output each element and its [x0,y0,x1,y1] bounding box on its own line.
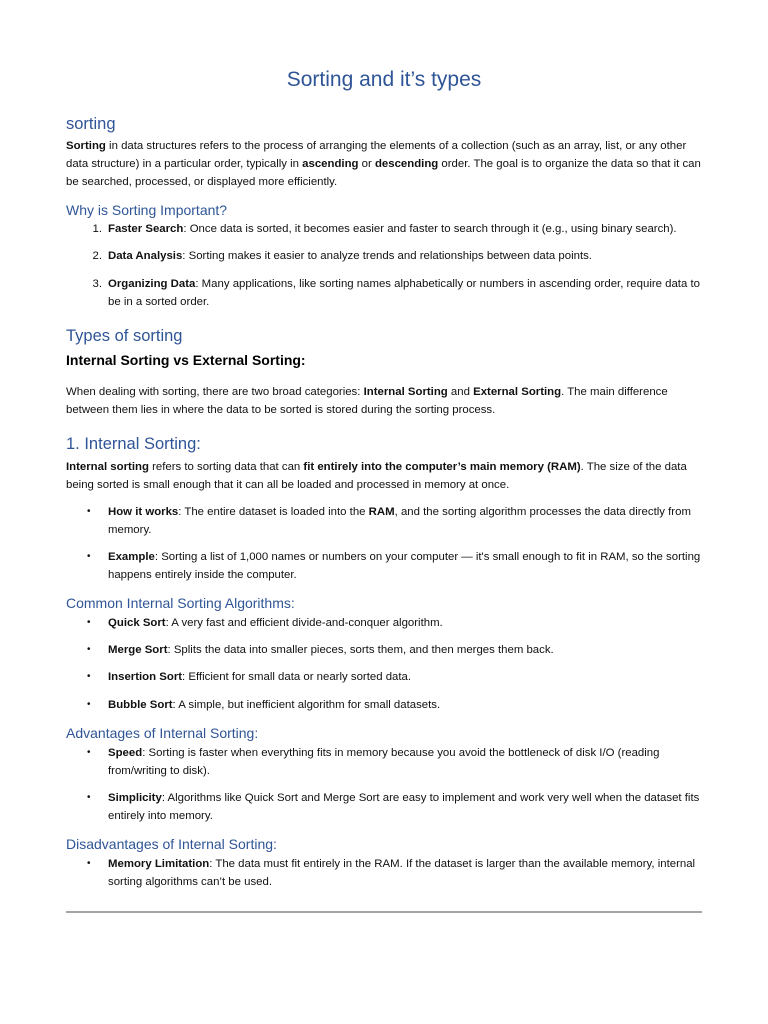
text-run: order. The goal is to organize the data so that it can be searched, processed, or displayed more efficiently. [66,158,701,188]
item-text: : Efficient for small data or nearly sorted data. [182,671,412,683]
types-paragraph [66,383,702,419]
disadvantages-heading: Disadvantages of Internal Sorting: [66,836,277,852]
item-term: How it works [108,506,179,518]
list-item [87,789,702,825]
text-run: , and the sorting algorithm processes the data directly from memory. [108,506,691,536]
list-item [87,614,702,632]
text-run: refers to sorting data that can [148,461,304,473]
list-item [87,744,702,780]
text-run: descending [374,158,439,170]
internal-sorting-paragraph [66,458,702,494]
bullet-glyph: • [87,671,91,682]
item-text: : Algorithms like Quick Sort and Merge Sort are easy to implement and work very well when the dataset fits entirely into memory. [108,792,700,822]
text-run: Internal sorting [66,461,149,473]
list-number: 3. [92,278,102,290]
bullet-glyph: • [87,617,91,628]
item-term: Simplicity [108,792,162,804]
bullet-glyph: • [87,551,91,562]
list-item [92,275,702,311]
item-term: Bubble Sort [108,699,173,711]
internal-vs-external-heading: Internal Sorting vs External Sorting: [66,352,306,368]
text-run: External Sorting [473,386,562,398]
item-term: Example [108,551,155,563]
item-term: Faster Search [108,223,184,235]
list-item [87,548,702,584]
bullet-glyph: • [87,858,91,869]
item-term: Memory Limitation [108,858,210,870]
page-divider [66,911,702,913]
types-heading: Types of sorting [66,327,183,345]
document-title: Sorting and it’s types [286,68,482,91]
list-item [87,696,702,714]
text-run: or [358,158,375,170]
item-text: : Sorting makes it easier to analyze trends and relationships between data points. [182,250,592,262]
list-item [92,247,702,265]
item-text: : Once data is sorted, it becomes easier and faster to search through it (e.g., using binary search). [183,223,677,235]
advantages-heading: Advantages of Internal Sorting: [66,725,259,741]
bullet-glyph: • [87,699,91,710]
bullet-glyph: • [87,644,91,655]
bullet-glyph: • [87,792,91,803]
bullet-glyph: • [87,506,91,517]
item-text: : Sorting is faster when everything fits in memory because you avoid the bottleneck of disk I/O (reading from/writing to disk). [108,747,660,777]
text-run: . The size of the data being sorted is small enough that it can all be loaded and processed in memory at once. [66,461,687,491]
text-run: in data structures refers to the process of arranging the elements of a collection (such as an array, list, or any other data structure) in a particular order, typically in [66,140,687,170]
why-important-heading: Why is Sorting Important? [66,202,228,218]
item-text: : Many applications, like sorting names alphabetically or numbers in ascending order, require data to be in a sorted order. [108,278,700,308]
item-text: : Splits the data into smaller pieces, sorts them, and then merges them back. [167,644,554,656]
algorithms-heading: Common Internal Sorting Algorithms: [66,595,295,611]
bullet-glyph: • [87,747,91,758]
item-text: : A very fast and efficient divide-and-conquer algorithm. [165,617,443,629]
list-item [87,641,702,659]
item-text: : A simple, but inefficient algorithm for small datasets. [172,699,441,711]
list-item [87,855,702,891]
text-run: RAM [368,506,395,518]
item-term: Insertion Sort [108,671,183,683]
text-run: Sorting [66,140,106,152]
list-item [87,503,702,539]
internal-sorting-heading: 1. Internal Sorting: [66,435,201,453]
text-run: . The main difference between them lies in where the data to be sorted is stored during the sorting process. [66,386,668,416]
list-number: 1. [92,223,102,235]
text-run: Internal Sorting [363,386,448,398]
text-run: ascending [302,158,359,170]
list-item [87,668,702,686]
text-run: and [447,386,474,398]
item-text: : The data must fit entirely in the RAM. If the dataset is larger than the available memory, internal sorting algorithms can’t be used. [108,858,696,888]
item-term: Speed [108,747,143,759]
list-number: 2. [92,250,102,262]
item-term: Merge Sort [108,644,168,656]
section-heading-sorting: sorting [66,115,116,133]
text-run: : Sorting a list of 1,000 names or numbers on your computer — it's small enough to fit in RAM, so the sorting happens entirely inside the computer. [108,551,701,581]
text-run: : The entire dataset is loaded into the [178,506,369,518]
sorting-paragraph [66,137,702,191]
list-item [92,220,702,238]
item-term: Organizing Data [108,278,196,290]
item-term: Quick Sort [108,617,166,629]
text-run: fit entirely into the computer’s main memory (RAM) [303,461,581,473]
item-term: Data Analysis [108,250,183,262]
text-run: When dealing with sorting, there are two broad categories: [66,386,364,398]
